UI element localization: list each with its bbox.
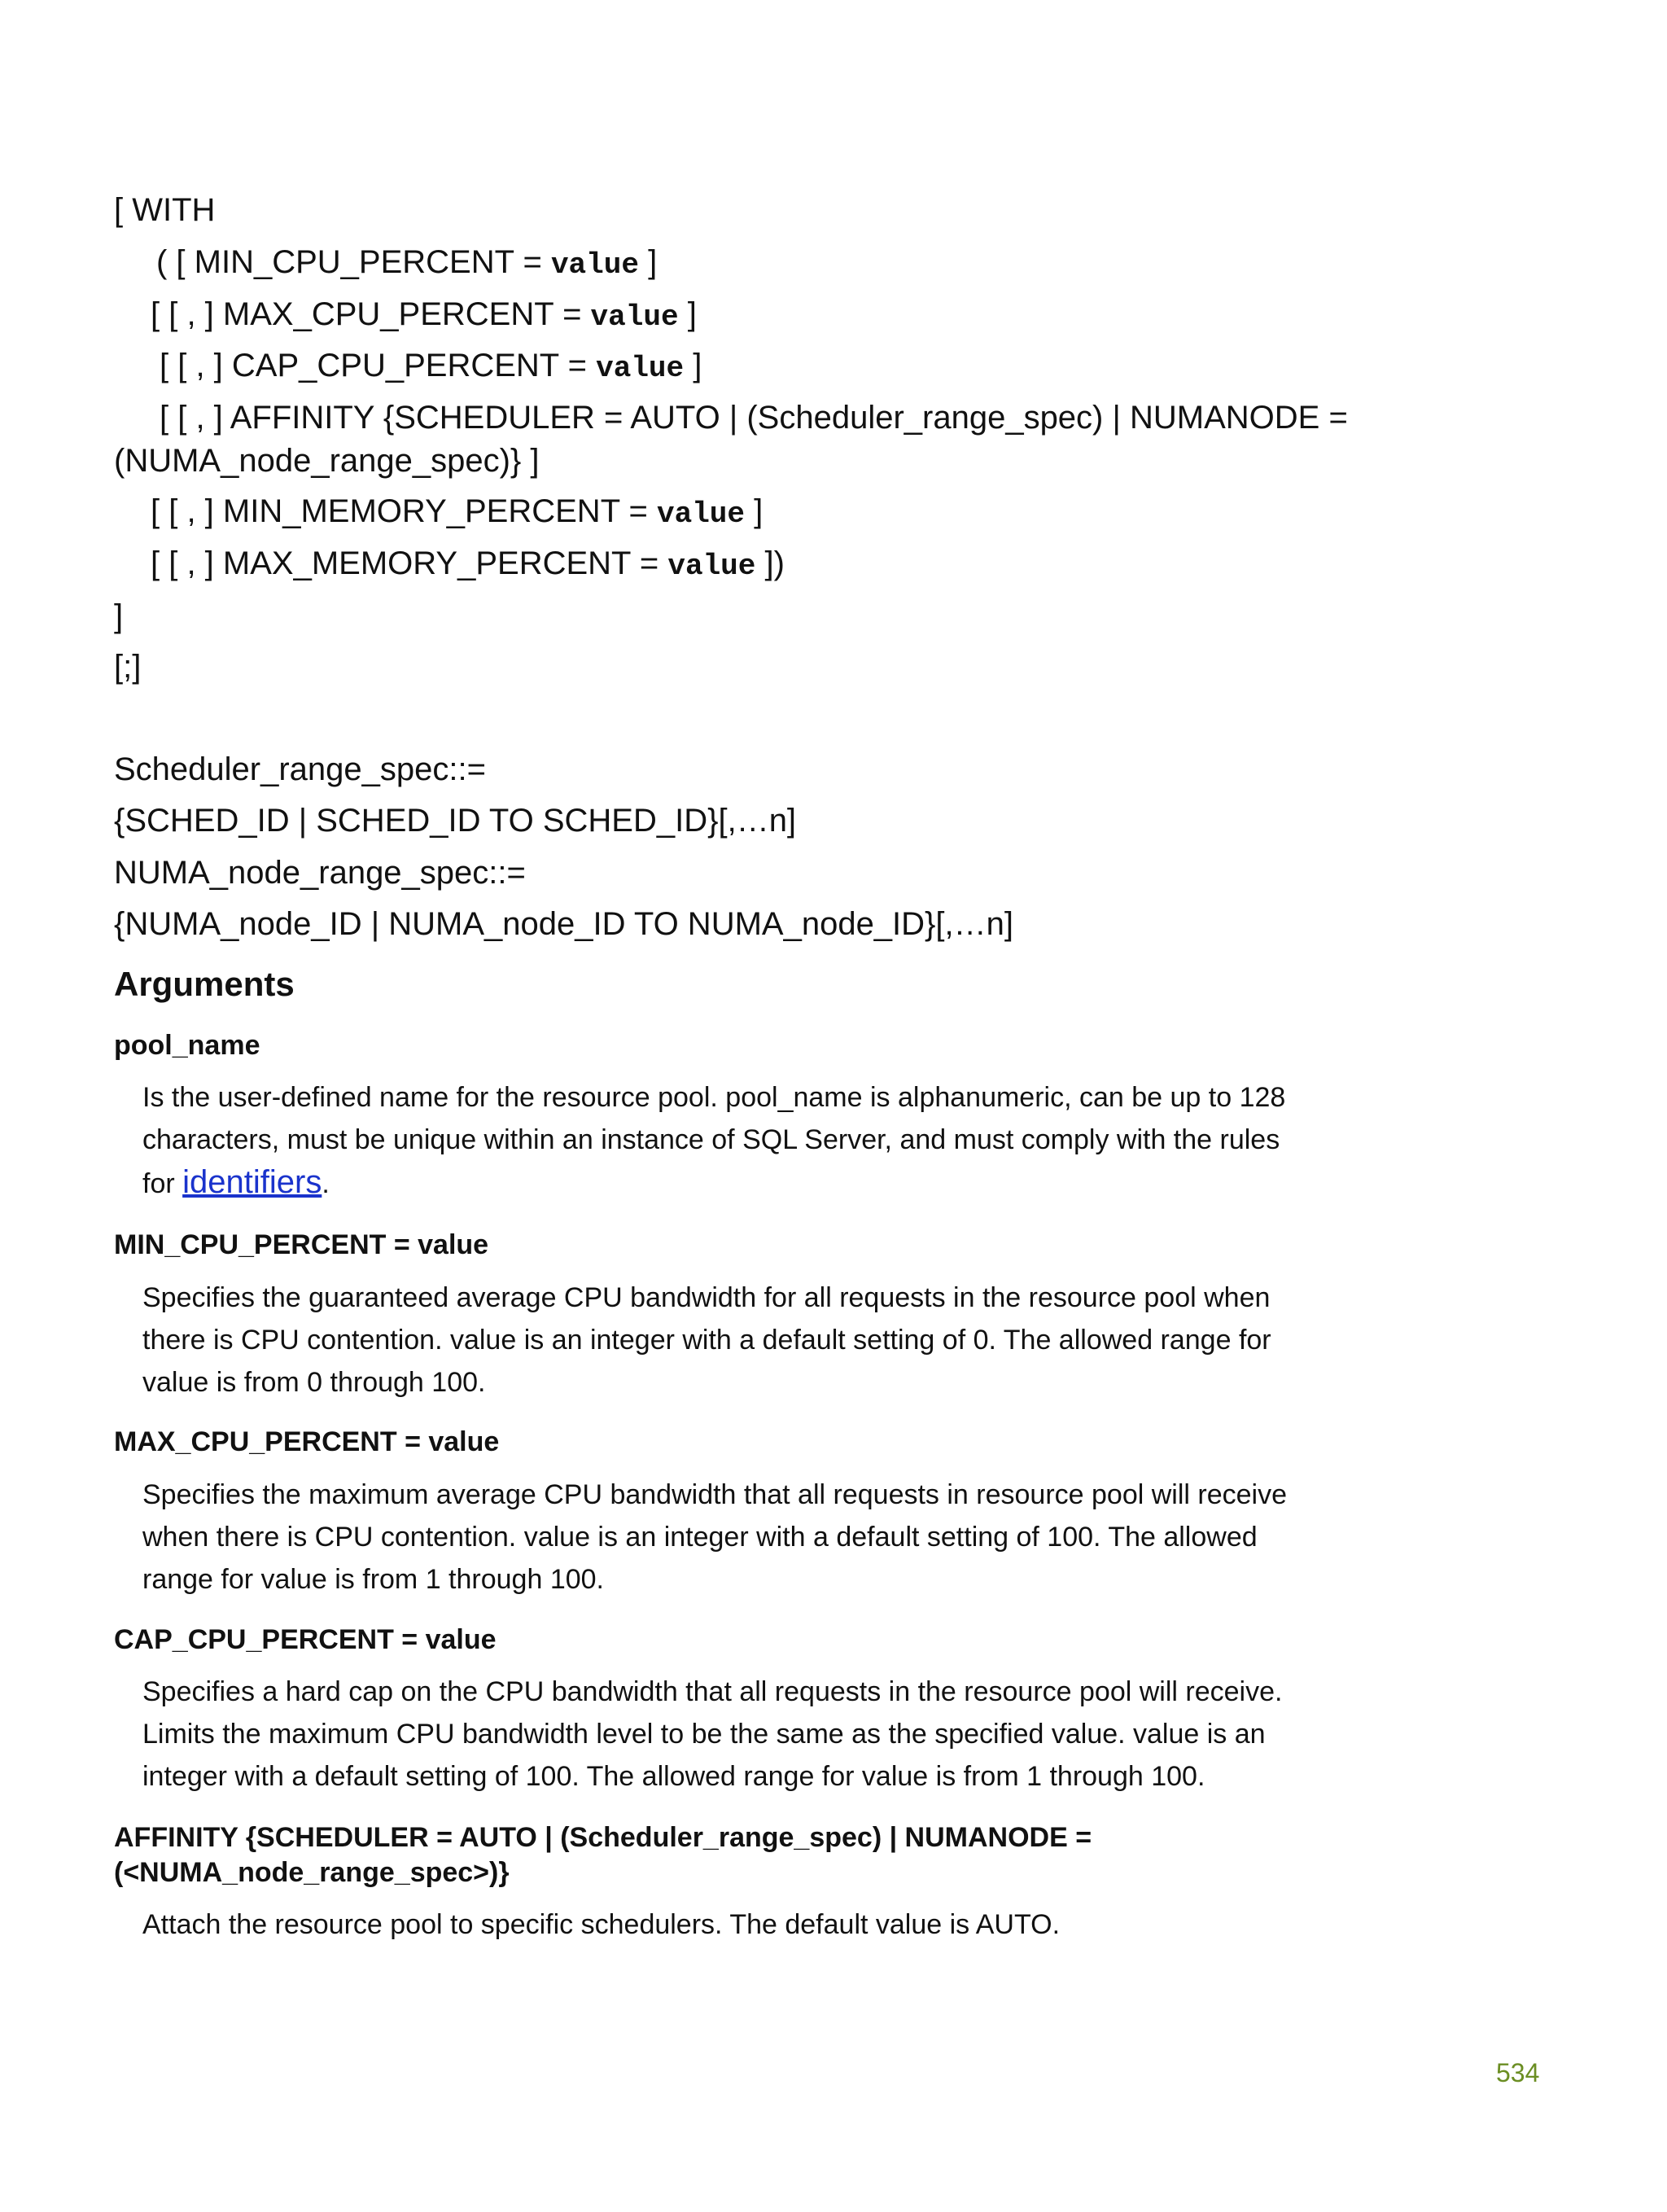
syntax-line-max-cpu bbox=[151, 295, 697, 337]
desc-text: for bbox=[142, 1168, 183, 1199]
syntax-text: ( [ MIN_CPU_PERCENT bbox=[156, 244, 514, 280]
syntax-equals: = bbox=[619, 493, 657, 529]
syntax-text: ] bbox=[745, 493, 763, 529]
syntax-text: [ [ , ] MIN_MEMORY_PERCENT bbox=[151, 493, 620, 529]
page-number: 534 bbox=[1496, 2058, 1540, 2087]
syntax-line-min-memory bbox=[151, 492, 763, 534]
syntax-numa-range-def: {NUMA_node_ID | NUMA_node_ID TO NUMA_node_ID}[,…n] bbox=[114, 906, 1013, 942]
syntax-line-with: [ WITH bbox=[114, 192, 216, 228]
desc-line: Is the user-defined name for the resource pool. pool_name is alphanumeric, can be up to 128 bbox=[142, 1082, 1286, 1113]
desc-line: integer with a default setting of 100. The allowed range for value is from 1 through 100. bbox=[142, 1761, 1205, 1792]
desc-line: characters, must be unique within an instance of SQL Server, and must comply with the rules bbox=[142, 1124, 1280, 1155]
syntax-value: value bbox=[657, 497, 746, 531]
syntax-line-max-memory bbox=[151, 544, 785, 586]
syntax-scheduler-range-spec: Scheduler_range_spec::= bbox=[114, 751, 486, 787]
syntax-text: ]) bbox=[755, 545, 785, 581]
desc-line: when there is CPU contention. value is an integer with a default setting of 100. The allowed bbox=[142, 1522, 1258, 1553]
syntax-scheduler-range-def: {SCHED_ID | SCHED_ID TO SCHED_ID}[,…n] bbox=[114, 803, 797, 839]
desc-line: Limits the maximum CPU bandwidth level to be the same as the specified value. value is an bbox=[142, 1719, 1266, 1750]
syntax-equals: = bbox=[630, 545, 668, 581]
syntax-value: value bbox=[550, 248, 639, 282]
desc-line: Specifies the guaranteed average CPU bandwidth for all requests in the resource pool when bbox=[142, 1282, 1271, 1313]
desc-line: there is CPU contention. value is an integer with a default setting of 0. The allowed range for bbox=[142, 1325, 1271, 1356]
syntax-line-min-cpu bbox=[156, 243, 657, 285]
desc-max-cpu-percent bbox=[142, 1474, 1298, 1601]
syntax-line-terminator: [;] bbox=[114, 649, 142, 685]
syntax-numa-range-spec: NUMA_node_range_spec::= bbox=[114, 855, 526, 891]
syntax-text: ] bbox=[678, 296, 697, 332]
syntax-equals: = bbox=[558, 348, 597, 383]
desc-cap-cpu-percent bbox=[142, 1671, 1298, 1798]
term-pool-name: pool_name bbox=[114, 1030, 260, 1061]
desc-line: Specifies a hard cap on the CPU bandwidth that all requests in the resource pool will receive. bbox=[142, 1676, 1283, 1707]
desc-line: range for value is from 1 through 100. bbox=[142, 1564, 604, 1595]
desc-min-cpu-percent bbox=[142, 1277, 1298, 1404]
syntax-text: [ [ , ] MAX_CPU_PERCENT bbox=[151, 296, 553, 332]
arguments-heading: Arguments bbox=[114, 965, 295, 1003]
desc-line bbox=[142, 1161, 1298, 1205]
term-max-cpu-percent: MAX_CPU_PERCENT = value bbox=[114, 1426, 500, 1457]
syntax-value: value bbox=[596, 352, 685, 385]
syntax-text: ] bbox=[638, 244, 658, 280]
syntax-line-cap-cpu bbox=[160, 346, 702, 388]
identifiers-link[interactable]: identifiers bbox=[182, 1164, 322, 1200]
desc-text: . bbox=[322, 1168, 330, 1199]
term-cap-cpu-percent: CAP_CPU_PERCENT = value bbox=[114, 1624, 497, 1655]
syntax-equals: = bbox=[553, 296, 591, 332]
desc-pool-name bbox=[142, 1076, 1298, 1205]
term-affinity: AFFINITY {SCHEDULER = AUTO | (Scheduler_range_spec) | NUMANODE = bbox=[114, 1822, 1092, 1853]
desc-affinity bbox=[142, 1903, 1298, 1946]
syntax-line-close: ] bbox=[114, 598, 124, 634]
term-min-cpu-percent: MIN_CPU_PERCENT = value bbox=[114, 1229, 489, 1260]
desc-line: value is from 0 through 100. bbox=[142, 1367, 486, 1398]
desc-line: Specifies the maximum average CPU bandwidth that all requests in resource pool will receive bbox=[142, 1479, 1288, 1510]
term-affinity-cont: (<NUMA_node_range_spec>)} bbox=[114, 1857, 510, 1888]
syntax-line-affinity-cont: (NUMA_node_range_spec)} ] bbox=[114, 443, 540, 479]
syntax-text: [ [ , ] MAX_MEMORY_PERCENT bbox=[151, 545, 631, 581]
syntax-value: value bbox=[590, 300, 679, 334]
syntax-line-affinity: [ [ , ] AFFINITY {SCHEDULER = AUTO | (Scheduler_range_spec) | NUMANODE = bbox=[160, 400, 1348, 436]
syntax-value: value bbox=[667, 550, 756, 583]
syntax-equals: = bbox=[514, 244, 551, 280]
syntax-text: [ [ , ] CAP_CPU_PERCENT bbox=[160, 348, 559, 383]
desc-line: Attach the resource pool to specific schedulers. The default value is AUTO. bbox=[142, 1909, 1061, 1940]
syntax-text: ] bbox=[684, 348, 702, 383]
